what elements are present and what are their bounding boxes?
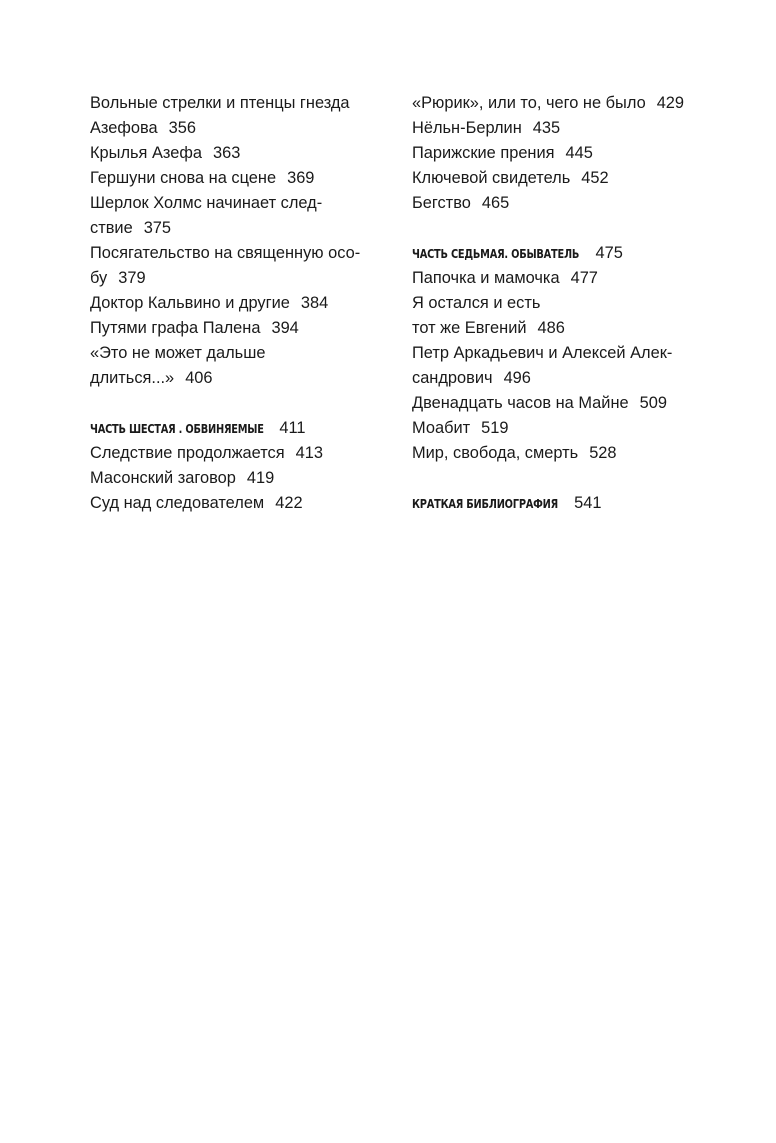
page-number: 384 — [300, 294, 329, 312]
toc-entry — [90, 316, 390, 341]
entry-title: Двенадцать часов на Майне — [412, 394, 629, 412]
entry-title: Вольные стрелки и птенцы гнезда — [90, 94, 350, 112]
toc-entry — [90, 441, 390, 466]
part-heading-title: ЧАСТЬ СЕДЬМАЯ. ОБЫВАТЕЛЬ — [412, 246, 580, 261]
toc-entry — [412, 391, 742, 416]
entry-title: Парижские прения — [412, 144, 555, 162]
entry-title: ствие — [90, 219, 133, 237]
page-number: 375 — [143, 219, 172, 237]
entry-title: Нёльн-Берлин — [412, 119, 522, 137]
page-number: 496 — [503, 369, 531, 387]
toc-entry — [412, 291, 742, 316]
page-number: 435 — [532, 119, 561, 137]
entry-title: Я остался и есть — [412, 294, 541, 312]
entry-title: Гершуни снова на сцене — [90, 169, 277, 187]
entry-title: Петр Аркадьевич и Алексей Алек- — [412, 344, 673, 362]
toc-entry — [90, 141, 390, 166]
toc-entry — [412, 166, 742, 191]
entry-title: Бегство — [412, 194, 471, 212]
page-number: 413 — [295, 444, 323, 462]
section-spacer — [412, 466, 742, 491]
toc-entry — [412, 366, 742, 391]
entry-title: тот же Евгений — [412, 319, 527, 337]
toc-entry — [90, 491, 390, 516]
page-number: 541 — [574, 494, 602, 512]
part-heading — [412, 491, 742, 516]
toc-entry — [412, 141, 742, 166]
page-number: 429 — [656, 94, 685, 112]
page-number: 445 — [565, 144, 593, 162]
entry-title: Ключевой свидетель — [412, 169, 571, 187]
entry-title: «Это не может дальше — [90, 344, 266, 362]
entry-title: Мир, свобода, смерть — [412, 444, 579, 462]
entry-title: Азефова — [90, 119, 158, 137]
page-number: 419 — [246, 469, 275, 487]
entry-title: Папочка и мамочка — [412, 269, 560, 287]
toc-entry — [90, 266, 390, 291]
toc-entry — [90, 466, 390, 491]
toc-entry — [90, 341, 390, 366]
entry-title: Следствие продолжается — [90, 444, 285, 462]
toc-entry — [412, 191, 742, 216]
entry-title: Доктор Кальвино и другие — [90, 294, 290, 312]
toc-entry — [412, 316, 742, 341]
page-number: 394 — [271, 319, 299, 337]
toc-entry — [412, 416, 742, 441]
page-number: 519 — [481, 419, 509, 437]
toc-left-column — [90, 91, 390, 516]
entry-title: Моабит — [412, 419, 471, 437]
part-heading — [90, 416, 390, 441]
toc-entry — [412, 91, 742, 116]
entry-title: «Рюрик», или то, чего не было — [412, 94, 646, 112]
page-number: 363 — [212, 144, 241, 162]
part-heading — [412, 241, 742, 266]
bibliography-heading: КРАТКАЯ БИБЛИОГРАФИЯ — [412, 496, 558, 511]
toc-entry — [90, 116, 390, 141]
page-number: 422 — [275, 494, 303, 512]
toc-entry — [90, 241, 390, 266]
entry-title: Крылья Азефа — [90, 144, 202, 162]
page-number: 528 — [589, 444, 617, 462]
toc-entry — [90, 291, 390, 316]
entry-title: бу — [90, 269, 108, 287]
entry-title: сандрович — [412, 369, 493, 387]
page-number: 356 — [168, 119, 196, 137]
entry-title: Масонский заговор — [90, 469, 236, 487]
toc-right-column — [412, 91, 742, 516]
section-spacer — [90, 391, 390, 416]
entry-title: длиться...» — [90, 369, 175, 387]
page-number: 486 — [537, 319, 565, 337]
entry-title: Шерлок Холмс начинает след- — [90, 194, 323, 212]
page-number: 477 — [570, 269, 598, 287]
entry-title: Путями графа Палена — [90, 319, 261, 337]
page-number: 406 — [185, 369, 213, 387]
page-number: 452 — [581, 169, 609, 187]
toc-entry — [90, 216, 390, 241]
page-number: 379 — [118, 269, 146, 287]
toc-entry — [412, 116, 742, 141]
entry-title: Суд над следователем — [90, 494, 265, 512]
page-number: 369 — [287, 169, 315, 187]
entry-title: Посягательство на священную осо- — [90, 244, 361, 262]
toc-entry — [90, 91, 390, 116]
toc-entry — [90, 366, 390, 391]
toc-entry — [90, 166, 390, 191]
toc-entry — [90, 191, 390, 216]
page-number: 465 — [481, 194, 510, 212]
toc-entry — [412, 441, 742, 466]
toc-entry — [412, 341, 742, 366]
part-heading-title: ЧАСТЬ ШЕСТАЯ . ОБВИНЯЕМЫЕ — [90, 421, 264, 436]
page-number: 475 — [595, 244, 623, 262]
toc-entry — [412, 266, 742, 291]
page-number: 411 — [279, 419, 306, 437]
section-spacer — [412, 216, 742, 241]
page-number: 509 — [639, 394, 667, 412]
